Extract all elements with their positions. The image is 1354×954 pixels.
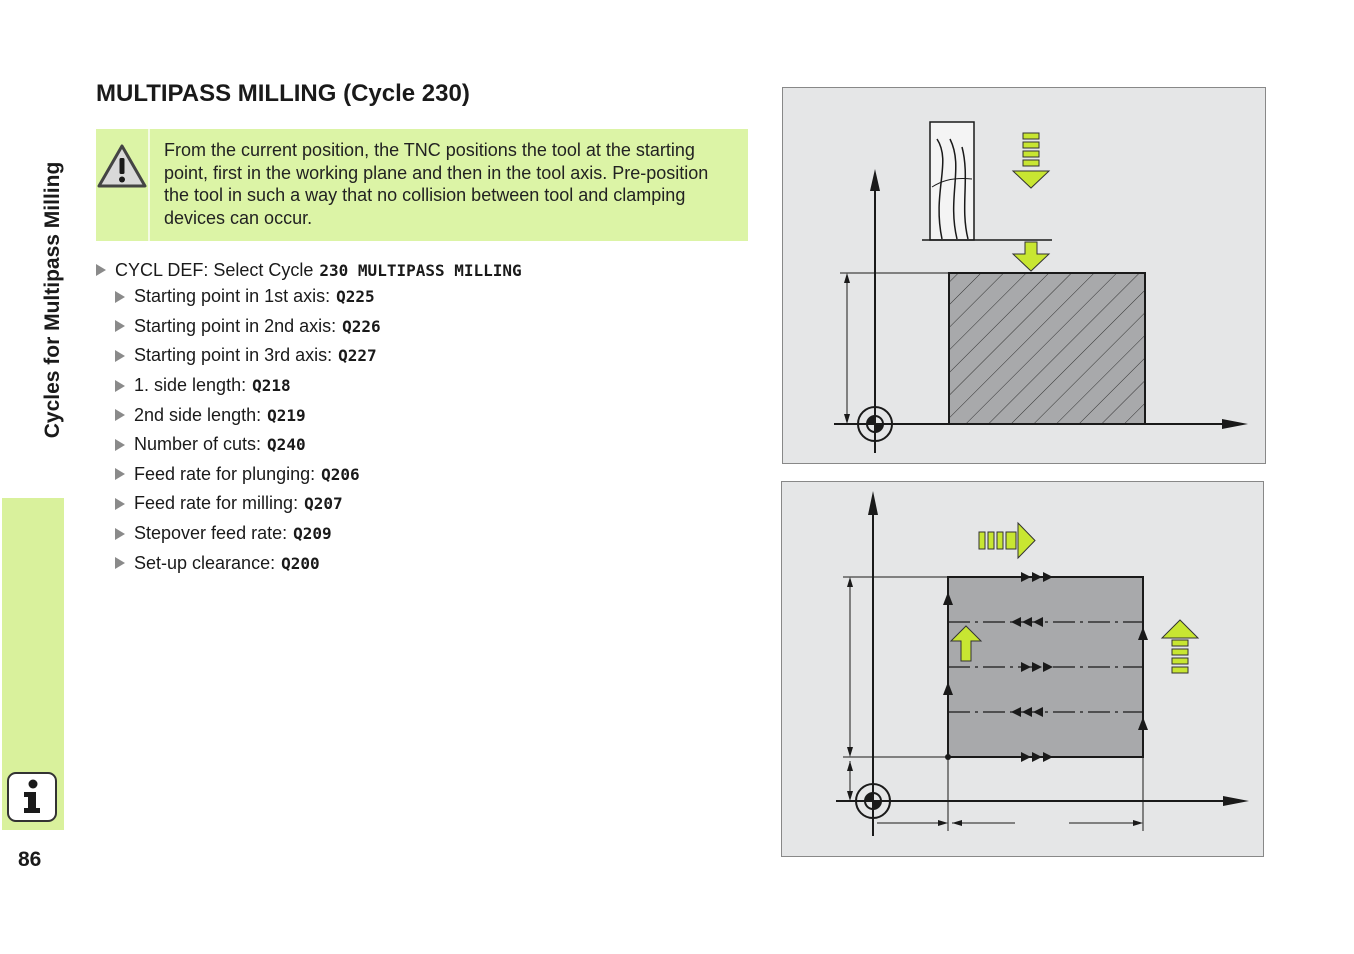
bullet-triangle-icon [115,320,125,332]
list-item [115,282,522,312]
step-label: CYCL DEF: Select Cycle [115,259,314,280]
param-code: Q218 [252,376,291,396]
warning-box [96,129,748,241]
plunge-diagram [782,87,1266,464]
parameter-list [96,258,522,578]
page-title: MULTIPASS MILLING (Cycle 230) [96,80,470,107]
info-glyph-icon [17,779,47,815]
bullet-triangle-icon [115,350,125,362]
list-item [115,371,522,401]
bullet-triangle-icon [96,264,106,276]
bullet-triangle-icon [115,468,125,480]
list-item [115,400,522,430]
bullet-triangle-icon [115,291,125,303]
warning-triangle-icon [96,143,148,189]
bullet-triangle-icon [115,557,125,569]
param-label: Stepover feed rate: [134,523,288,544]
list-item [115,460,522,490]
param-label: Starting point in 3rd axis: [134,345,333,366]
bullet-triangle-icon [115,409,125,421]
param-code: Q200 [281,553,320,573]
page-number: 86 [18,848,42,871]
milling-path-diagram [781,481,1265,858]
param-label: Feed rate for plunging: [134,463,316,484]
param-label: Number of cuts: [134,434,262,455]
bullet-triangle-icon [115,528,125,540]
warning-text: From the current position, the TNC positions the tool at the starting point, first in the working plane and then in the tool axis. Pre-position the tool in such a way that no collision between tool and clamping devices can occur. [164,140,709,228]
list-item [115,312,522,342]
param-code: Q227 [338,346,377,366]
param-code: Q225 [336,287,375,307]
section-title: Cycles for Multipass Milling [41,161,64,439]
param-code: Q206 [321,464,360,484]
list-item [115,489,522,519]
param-label: Starting point in 2nd axis: [134,315,337,336]
param-code: Q226 [342,316,381,336]
list-item [115,341,522,371]
bullet-triangle-icon [115,498,125,510]
list-item [115,519,522,549]
param-code: Q240 [267,435,306,455]
list-item-main [96,258,522,282]
param-label: 2nd side length: [134,404,262,425]
param-label: 1. side length: [134,375,247,396]
param-code: Q219 [267,405,306,425]
param-label: Feed rate for milling: [134,493,299,514]
info-icon[interactable] [7,772,57,822]
bullet-triangle-icon [115,380,125,392]
list-item [115,548,522,578]
param-code: Q209 [293,524,332,544]
bullet-triangle-icon [115,439,125,451]
param-label: Starting point in 1st axis: [134,286,331,307]
param-label: Set-up clearance: [134,552,276,573]
step-code: 230 MULTIPASS MILLING [319,260,522,280]
workpiece [949,273,1145,424]
param-code: Q207 [304,494,343,514]
warning-icon-cell [96,129,150,241]
list-item [115,430,522,460]
